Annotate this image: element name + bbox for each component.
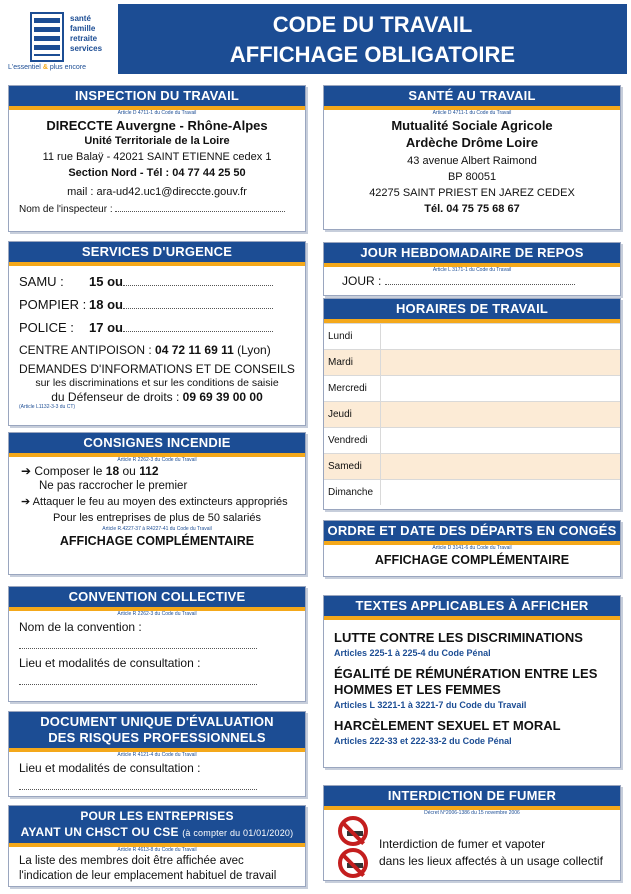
jour-field[interactable] [324,274,620,288]
sante-ref: Article D 4711-1 du Code du Travail [432,110,512,116]
sante-address3: 42275 SAINT PRIEST EN JAREZ CEDEX [369,187,575,199]
chsct-ref: Article R 4613-8 du Code du Travail [117,847,197,853]
sante-org1: Mutualité Sociale Agricole [391,118,553,133]
incendie-ref: Article R 2262-3 du Code du Travail [117,457,197,463]
defenseur-row: du Défenseur de droits : 09 69 39 00 00 [51,390,263,404]
sante-address1: 43 avenue Albert Raimond [407,155,537,167]
inspection-unit: Unité Territoriale de la Loire [84,135,230,147]
msa-logo [8,8,118,71]
urgence-panel [8,241,306,426]
hours-cell[interactable] [381,402,621,428]
horaires-title: HORAIRES DE TRAVAIL [324,299,620,323]
incendie-compl: AFFICHAGE COMPLÉMENTAIRE [59,534,255,548]
inspector-field[interactable] [9,204,305,215]
sante-title: SANTÉ AU TRAVAIL [324,86,620,110]
inspection-title: INSPECTION DU TRAVAIL [9,86,305,110]
sante-org2: Ardèche Drôme Loire [405,135,539,150]
document-unique-lieu-label: Lieu et modalités de consultation : [19,761,201,775]
urgence-title: SERVICES D'URGENCE [9,242,305,266]
day-mardi: Mardi [324,350,381,376]
convention-panel [8,586,306,702]
convention-ref: Article R 2262-3 du Code du Travail [117,611,197,617]
page-title [118,4,627,74]
convention-name-field[interactable] [9,636,305,654]
sante-panel [323,85,621,230]
incendie-line1: ➔ Composer le 18 ou 112 [21,464,159,478]
repos-panel [323,242,621,296]
day-samedi: Samedi [324,454,381,480]
fumer-text: Interdiction de fumer et vapoter dans les lieux affectés à un usage collectif [379,837,603,868]
logo-words: santé famille retraite services [70,14,103,53]
horaires-panel [323,298,621,510]
inspector-label: Nom de l'inspecteur : [19,204,113,215]
arrow-icon: ➔ [21,496,31,508]
document-unique-lieu-field[interactable] [9,777,305,791]
logo-tagline: L'essentiel & plus encore [8,64,87,71]
convention-lieu-label: Lieu et modalités de consultation : [19,656,201,670]
inspection-section: Section Nord - Tél : 04 77 44 25 50 [68,167,246,179]
antipoison-row: CENTRE ANTIPOISON : 04 72 11 69 11 (Lyon) [19,343,271,357]
conges-title: ORDRE ET DATE DES DÉPARTS EN CONGÉS [324,521,620,545]
hours-cell[interactable] [381,376,621,402]
incendie-title: CONSIGNES INCENDIE [9,433,305,457]
repos-title: JOUR HEBDOMADAIRE DE REPOS [324,243,620,267]
hours-cell[interactable] [381,324,621,350]
no-smoking-icon [338,816,368,846]
fumer-title: INTERDICTION DE FUMER [324,786,620,810]
day-vendredi: Vendredi [324,428,381,454]
sante-phone: Tél. 04 75 75 68 67 [424,203,520,215]
day-lundi: Lundi [324,324,381,350]
day-mercredi: Mercredi [324,376,381,402]
horaires-table [324,323,620,505]
conges-ref: Article D 3141-6 du Code du Travail [432,545,512,551]
text-heading: ÉGALITÉ DE RÉMUNÉRATION ENTRE LES HOMMES ET LES FEMMES [334,666,598,697]
incendie-line2: Ne pas raccrocher le premier [39,480,188,492]
jour-label: JOUR : [342,274,382,288]
demandes-text: DEMANDES D'INFORMATIONS ET DE CONSEILS [19,362,295,376]
document-unique-ref: Article R 4121-4 du Code du Travail [117,752,197,758]
police-row: POLICE : 17 ou [9,316,305,339]
day-dimanche: Dimanche [324,480,381,506]
hours-cell[interactable] [381,454,621,480]
chsct-title: POUR LES ENTREPRISES AYANT UN CHSCT OU CSE (à compter du 01/01/2020) [9,806,305,847]
urgence-ref: (Article L1132-3-3 du CT) [19,404,76,410]
inspection-address: 11 rue Balaÿ - 42021 SAINT ETIENNE cedex 1 [42,151,272,163]
conges-panel [323,520,621,577]
no-vaping-icon [338,848,368,878]
hours-cell[interactable] [381,350,621,376]
inspection-mail: mail : ara-ud42.uc1@direccte.gouv.fr [67,186,247,198]
repos-ref: Article L 3171-1 du Code du Travail [432,267,512,273]
text-heading: HARCÈLEMENT SEXUEL ET MORAL [334,718,561,733]
textes-title: TEXTES APPLICABLES À AFFICHER [324,596,620,620]
text-heading: LUTTE CONTRE LES DISCRIMINATIONS [334,630,583,645]
samu-row: SAMU : 15 ou [9,270,305,293]
document-unique-panel [8,711,306,797]
discrim-text: sur les discriminations et sur les conditions de saisie [35,377,279,389]
convention-lieu-field[interactable] [9,672,305,688]
hours-cell[interactable] [381,480,621,506]
chsct-line1: La liste des membres doit être affichée avec [19,855,244,867]
chsct-panel [8,805,306,887]
convention-name-label: Nom de la convention : [19,620,142,634]
incendie-line4: Pour les entreprises de plus de 50 salariés [53,512,261,524]
pompier-row: POMPIER : 18 ou [9,293,305,316]
inspection-ref: Article D 4711-1 du Code du Travail [117,110,197,116]
title-line-2: AFFICHAGE OBLIGATOIRE [229,42,516,67]
day-jeudi: Jeudi [324,402,381,428]
document-unique-title: DOCUMENT UNIQUE D'ÉVALUATION DES RISQUES PROFESSIONNELS [9,712,305,752]
text-articles: Articles L 3221-1 à 3221-7 du Code du Travail [334,700,527,710]
incendie-ref2: Article R.4227-37 à R4227-41 du Code du Travail [102,526,212,532]
hours-cell[interactable] [381,428,621,454]
incendie-line3: ➔ Attaquer le feu au moyen des extincteurs appropriés [21,496,288,508]
inspection-org: DIRECCTE Auvergne - Rhône-Alpes [46,118,268,133]
convention-title: CONVENTION COLLECTIVE [9,587,305,611]
textes-panel [323,595,621,768]
conges-compl: AFFICHAGE COMPLÉMENTAIRE [374,553,570,567]
fumer-ref: Décret N°2006-1386 du 15 novembre 2006 [424,810,520,816]
incendie-panel [8,432,306,575]
text-articles: Articles 222-33 et 222-33-2 du Code Pénal [334,736,512,746]
chsct-line2: l'indication de leur emplacement habituel de travail [19,870,277,882]
arrow-icon: ➔ [21,464,32,478]
sante-address2: BP 80051 [447,171,497,183]
text-articles: Articles 225-1 à 225-4 du Code Pénal [334,648,491,658]
title-line-1: CODE DU TRAVAIL [272,12,473,37]
inspection-panel [8,85,306,232]
fumer-panel [323,785,621,881]
